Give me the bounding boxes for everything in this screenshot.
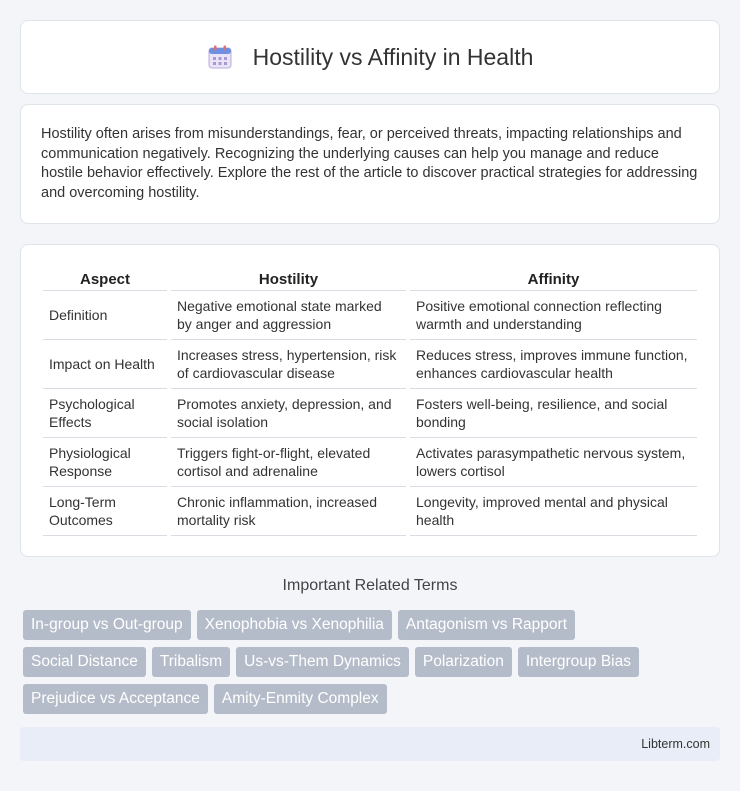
related-term-tag[interactable]: Polarization — [415, 647, 512, 677]
related-term-tag[interactable]: Xenophobia vs Xenophilia — [197, 610, 392, 640]
table-cell-aspect: Long-Term Outcomes — [43, 487, 167, 536]
column-header-affinity: Affinity — [410, 265, 697, 291]
table-cell-affinity: Fosters well-being, resilience, and social bonding — [410, 389, 697, 438]
comparison-table-card — [20, 244, 720, 557]
table-header-row — [43, 265, 697, 291]
table-row — [43, 340, 697, 389]
table-row — [43, 389, 697, 438]
related-terms-list — [23, 610, 703, 721]
table-cell-aspect: Definition — [43, 291, 167, 340]
table-cell-affinity: Positive emotional connection reflecting warmth and understanding — [410, 291, 697, 340]
table-cell-aspect: Psychological Effects — [43, 389, 167, 438]
intro-text: Hostility often arises from misunderstandings, fear, or perceived threats, impacting relationships and communication negatively. Recognizing the underlying causes can help you manage and reduce hostile behavior effectively. Explore the rest of the article to discover practical strategies for addressing and overcoming hostility. — [41, 126, 698, 201]
table-row — [43, 438, 697, 487]
related-term-tag[interactable]: Prejudice vs Acceptance — [23, 684, 208, 714]
related-terms-heading: Important Related Terms — [282, 577, 458, 594]
page-title: Hostility vs Affinity in Health — [252, 43, 534, 70]
table-cell-affinity: Activates parasympathetic nervous system, lowers cortisol — [410, 438, 697, 487]
intro-card — [20, 104, 720, 224]
title-card — [20, 20, 720, 94]
tag-row — [23, 684, 703, 714]
comparison-table — [39, 265, 701, 536]
table-cell-hostility: Promotes anxiety, depression, and social isolation — [171, 389, 406, 438]
related-term-tag[interactable]: Us-vs-Them Dynamics — [236, 647, 409, 677]
table-cell-hostility: Chronic inflammation, increased mortality risk — [171, 487, 406, 536]
table-cell-hostility: Negative emotional state marked by anger and aggression — [171, 291, 406, 340]
related-term-tag[interactable]: Amity-Enmity Complex — [214, 684, 387, 714]
column-header-aspect: Aspect — [43, 265, 167, 291]
table-cell-hostility: Triggers fight-or-flight, elevated cortisol and adrenaline — [171, 438, 406, 487]
tag-row — [23, 647, 703, 677]
table-row — [43, 487, 697, 536]
calendar-icon — [207, 44, 233, 70]
table-cell-affinity: Reduces stress, improves immune function, enhances cardiovascular health — [410, 340, 697, 389]
footer — [20, 727, 720, 761]
tag-row — [23, 610, 703, 640]
related-term-tag[interactable]: Intergroup Bias — [518, 647, 639, 677]
table-cell-affinity: Longevity, improved mental and physical health — [410, 487, 697, 536]
related-term-tag[interactable]: Social Distance — [23, 647, 146, 677]
related-term-tag[interactable]: Antagonism vs Rapport — [398, 610, 575, 640]
table-cell-aspect: Impact on Health — [43, 340, 167, 389]
table-row — [43, 291, 697, 340]
table-cell-aspect: Physiological Response — [43, 438, 167, 487]
related-term-tag[interactable]: In-group vs Out-group — [23, 610, 191, 640]
table-cell-hostility: Increases stress, hypertension, risk of cardiovascular disease — [171, 340, 406, 389]
column-header-hostility: Hostility — [171, 265, 406, 291]
related-term-tag[interactable]: Tribalism — [152, 647, 230, 677]
footer-brand-link[interactable]: Libterm.com — [641, 737, 710, 751]
